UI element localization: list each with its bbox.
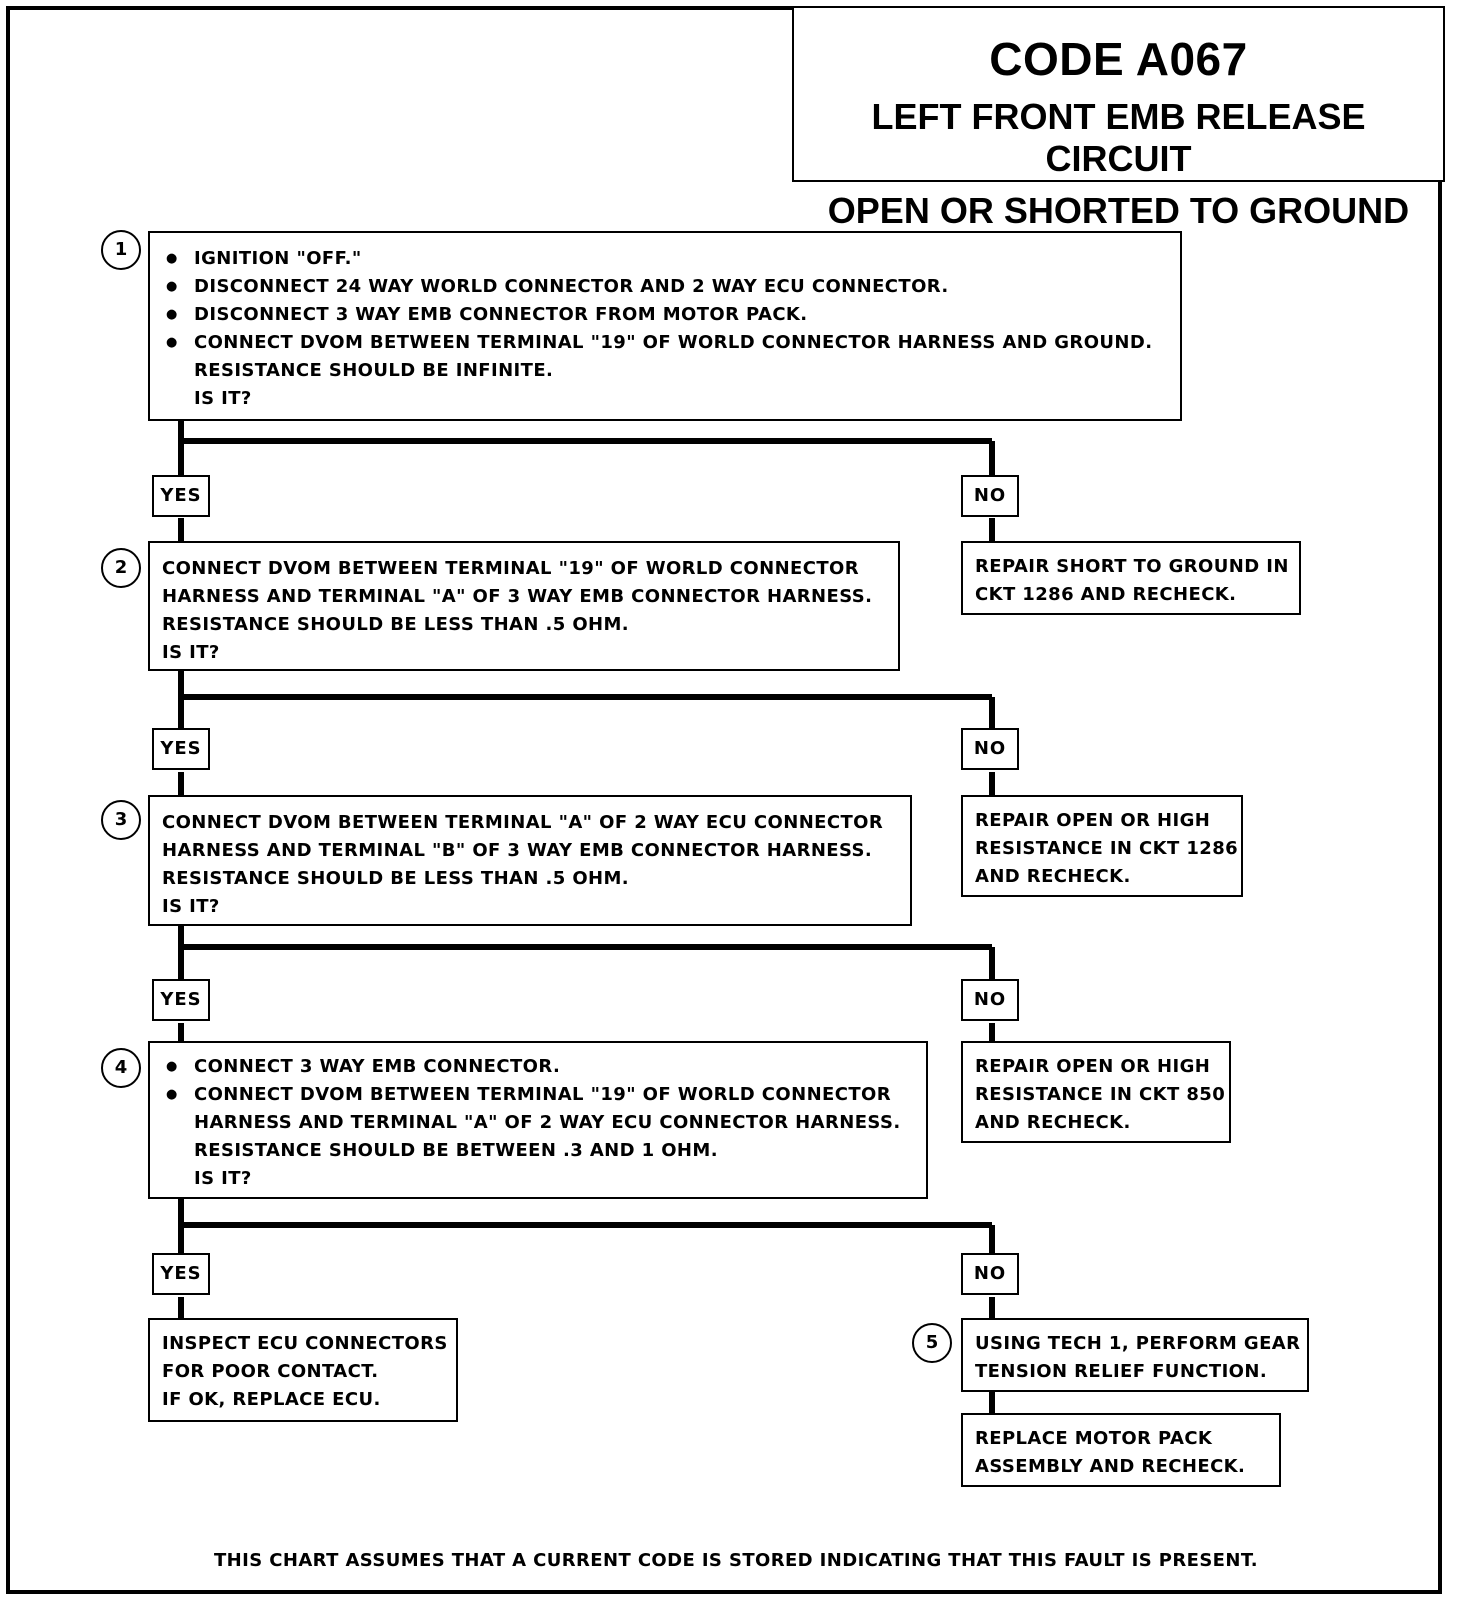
step-3-yes-label: YES [152, 979, 210, 1021]
step-4-box [148, 1041, 928, 1199]
step-2-yes-label: YES [152, 728, 210, 770]
connector-4 [181, 1198, 992, 1318]
code-title: CODE A067 [989, 33, 1248, 85]
step-4-number: 4 [101, 1048, 141, 1088]
step-1-number: 1 [101, 230, 141, 270]
step-4-yes-label: YES [152, 1253, 210, 1295]
step-5-box [961, 1318, 1309, 1392]
step-1-bullet: ● DISCONNECT 3 WAY EMB CONNECTOR FROM MOTOR PACK. [162, 301, 1166, 329]
action-line: AND RECHECK. [975, 866, 1131, 887]
connector-3 [181, 925, 992, 1041]
step-1-box [148, 231, 1182, 421]
step-4-question: IS IT? [194, 1168, 252, 1189]
step-2-question: IS IT? [162, 642, 220, 663]
action-line: FOR POOR CONTACT. [162, 1361, 379, 1382]
connector-1 [181, 420, 992, 541]
step-5-number: 5 [912, 1323, 952, 1363]
action-line: USING TECH 1, PERFORM GEAR [975, 1333, 1301, 1354]
action-line: ASSEMBLY AND RECHECK. [975, 1456, 1246, 1477]
action-line: TENSION RELIEF FUNCTION. [975, 1361, 1268, 1382]
title-line-1: LEFT FRONT EMB RELEASE CIRCUIT [871, 96, 1366, 179]
step-1-bullet: ● CONNECT DVOM BETWEEN TERMINAL "19" OF WORLD CONNECTOR HARNESS AND GROUND. [162, 329, 1166, 357]
step-2-box [148, 541, 900, 671]
action-line: IF OK, REPLACE ECU. [162, 1389, 381, 1410]
action-line: REPAIR OPEN OR HIGH [975, 810, 1211, 831]
action-line: RESISTANCE IN CKT 1286 [975, 838, 1239, 859]
action-line: REPLACE MOTOR PACK [975, 1428, 1213, 1449]
action-line: AND RECHECK. [975, 1112, 1131, 1133]
step-2-no-action [961, 795, 1243, 897]
step-3-line: RESISTANCE SHOULD BE LESS THAN .5 OHM. [162, 868, 630, 889]
step-1-bullet: ● DISCONNECT 24 WAY WORLD CONNECTOR AND 2 WAY ECU CONNECTOR. [162, 273, 1166, 301]
step-4-line: RESISTANCE SHOULD BE BETWEEN .3 AND 1 OHM. [194, 1140, 718, 1161]
step-4-yes-action [148, 1318, 458, 1422]
action-line: RESISTANCE IN CKT 850 [975, 1084, 1226, 1105]
step-2-number: 2 [101, 548, 141, 588]
step-3-question: IS IT? [162, 896, 220, 917]
step-4-bullet: ● CONNECT 3 WAY EMB CONNECTOR. [162, 1053, 912, 1081]
final-action-box [961, 1413, 1281, 1487]
footer-note: THIS CHART ASSUMES THAT A CURRENT CODE IS STORED INDICATING THAT THIS FAULT IS PRESENT. [213, 1550, 1259, 1571]
step-4-bullet: ● CONNECT DVOM BETWEEN TERMINAL "19" OF WORLD CONNECTOR [162, 1081, 912, 1109]
step-2-line: RESISTANCE SHOULD BE LESS THAN .5 OHM. [162, 614, 630, 635]
step-4-no-label: NO [961, 1253, 1019, 1295]
title-line-2: OPEN OR SHORTED TO GROUND [827, 190, 1410, 231]
action-line: REPAIR OPEN OR HIGH [975, 1056, 1211, 1077]
step-3-no-label: NO [961, 979, 1019, 1021]
step-2-line: HARNESS AND TERMINAL "A" OF 3 WAY EMB CONNECTOR HARNESS. [162, 586, 873, 607]
step-3-no-action [961, 1041, 1231, 1143]
action-line: CKT 1286 AND RECHECK. [975, 584, 1237, 605]
step-1-no-label: NO [961, 475, 1019, 517]
title-block [792, 6, 1445, 231]
step-1-line: RESISTANCE SHOULD BE INFINITE. [194, 360, 554, 381]
step-1-question: IS IT? [194, 388, 252, 409]
step-1-bullet: ● IGNITION "OFF." [162, 245, 1166, 273]
step-2-line: CONNECT DVOM BETWEEN TERMINAL "19" OF WORLD CONNECTOR [162, 558, 859, 579]
step-3-number: 3 [101, 800, 141, 840]
step-1-yes-label: YES [152, 475, 210, 517]
action-line: REPAIR SHORT TO GROUND IN [975, 556, 1289, 577]
connector-2 [181, 670, 992, 795]
step-2-no-label: NO [961, 728, 1019, 770]
step-3-box [148, 795, 912, 926]
step-4-line: HARNESS AND TERMINAL "A" OF 2 WAY ECU CONNECTOR HARNESS. [194, 1112, 901, 1133]
action-line: INSPECT ECU CONNECTORS [162, 1333, 448, 1354]
step-1-no-action [961, 541, 1301, 615]
step-3-line: HARNESS AND TERMINAL "B" OF 3 WAY EMB CONNECTOR HARNESS. [162, 840, 873, 861]
step-3-line: CONNECT DVOM BETWEEN TERMINAL "A" OF 2 WAY ECU CONNECTOR [162, 812, 884, 833]
